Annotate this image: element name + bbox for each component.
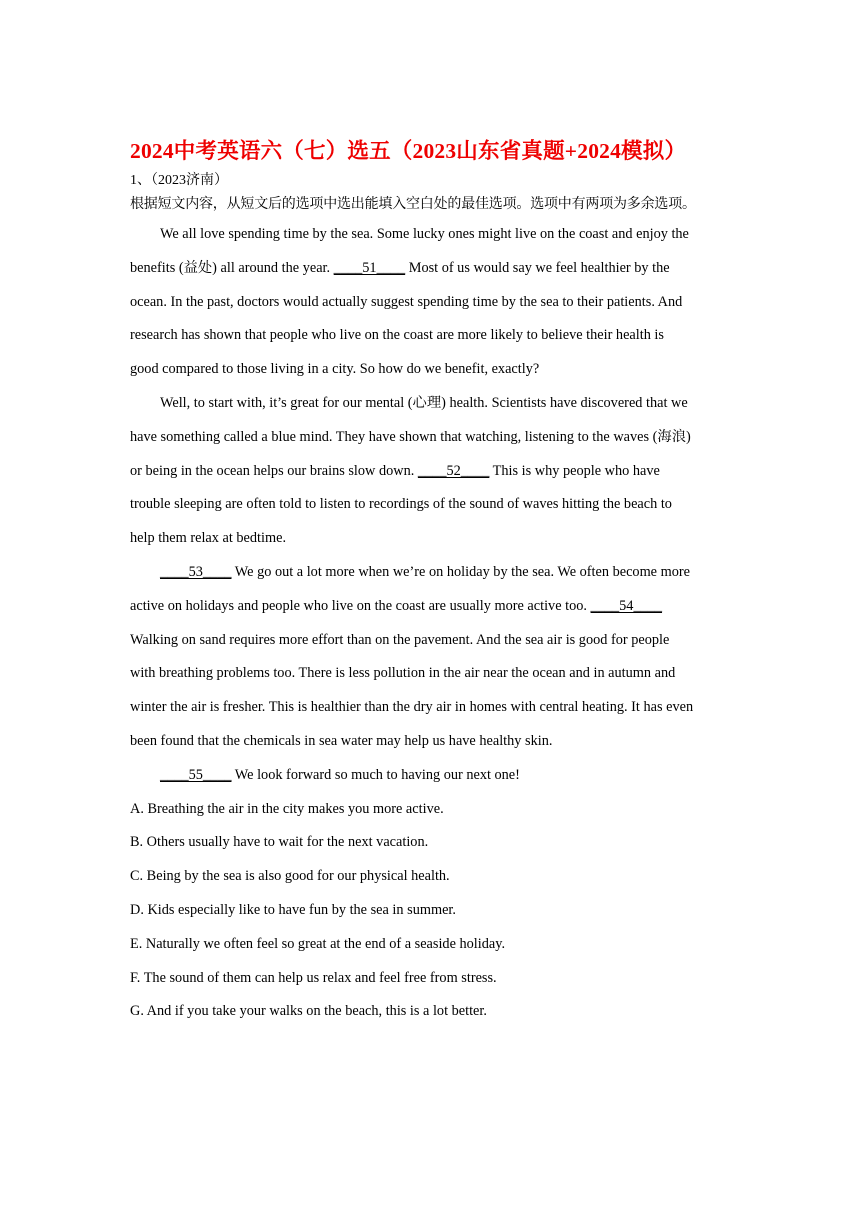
passage-text: Most of us would say we feel healthier by the bbox=[405, 259, 670, 276]
answer-blank-51: ____51____ bbox=[333, 259, 406, 276]
question-instruction: 根据短文内容，从短文后的选项中选出能填入空白处的最佳选项。选项中有两项为多余选项。 bbox=[130, 197, 696, 212]
passage-line: help them relax at bedtime. bbox=[130, 530, 287, 547]
passage-text: This is why people who have bbox=[489, 462, 660, 479]
passage-line: trouble sleeping are often told to listen to recordings of the sound of waves hitting the beach to bbox=[130, 496, 672, 513]
passage-text: benefits (益处) all around the year. bbox=[130, 259, 334, 276]
option-d: D. Kids especially like to have fun by the sea in summer. bbox=[130, 901, 456, 918]
passage-line: Walking on sand requires more effort than on the pavement. And the sea air is good for people bbox=[130, 631, 670, 648]
passage-line bbox=[130, 590, 732, 624]
passage-paragraph-1 bbox=[130, 218, 732, 387]
passage-line: with breathing problems too. There is less pollution in the air near the ocean and in autumn and bbox=[130, 665, 676, 682]
passage-line: Well, to start with, it’s great for our mental (心理) health. Scientists have discovered that we bbox=[160, 394, 688, 411]
passage-text: We go out a lot more when we’re on holiday by the sea. We often become more bbox=[231, 563, 690, 580]
passage-line: have something called a blue mind. They have shown that watching, listening to the waves (海浪) bbox=[130, 428, 691, 445]
passage-line bbox=[130, 455, 732, 489]
passage-line: good compared to those living in a city. So how do we benefit, exactly? bbox=[130, 361, 540, 378]
passage-text: We look forward so much to having our next one! bbox=[231, 766, 520, 783]
answer-blank-52: ____52____ bbox=[417, 462, 490, 479]
answer-options bbox=[130, 793, 732, 1030]
passage-line: We all love spending time by the sea. Some lucky ones might live on the coast and enjoy the bbox=[160, 226, 689, 242]
answer-blank-55: ____55____ bbox=[160, 766, 232, 783]
document-body bbox=[130, 134, 732, 1029]
question-number: 1、（2023济南） bbox=[130, 173, 228, 188]
passage-paragraph-4 bbox=[130, 759, 732, 793]
passage-line: been found that the chemicals in sea water may help us have healthy skin. bbox=[130, 732, 553, 749]
option-b: B. Others usually have to wait for the next vacation. bbox=[130, 834, 429, 851]
answer-blank-53: ____53____ bbox=[160, 563, 232, 580]
passage-line: research has shown that people who live on the coast are more likely to believe their health is bbox=[130, 327, 664, 344]
passage-paragraph-2 bbox=[130, 387, 732, 556]
passage-line: winter the air is fresher. This is healthier than the dry air in homes with central heating. It has even bbox=[130, 699, 694, 716]
passage-line: ocean. In the past, doctors would actually suggest spending time by the sea to their patients. And bbox=[130, 293, 683, 310]
passage-text: or being in the ocean helps our brains slow down. bbox=[130, 462, 418, 479]
passage-line bbox=[130, 556, 732, 590]
option-c: C. Being by the sea is also good for our physical health. bbox=[130, 868, 450, 885]
document-title: 2024中考英语六（七）选五（2023山东省真题+2024模拟） bbox=[130, 139, 687, 163]
option-a: A. Breathing the air in the city makes you more active. bbox=[130, 800, 444, 817]
option-e: E. Naturally we often feel so great at the end of a seaside holiday. bbox=[130, 935, 506, 952]
passage-paragraph-3 bbox=[130, 556, 732, 759]
option-g: G. And if you take your walks on the beach, this is a lot better. bbox=[130, 1003, 487, 1020]
passage-text: active on holidays and people who live on the coast are usually more active too. bbox=[130, 597, 591, 614]
option-f: F. The sound of them can help us relax and feel free from stress. bbox=[130, 969, 497, 986]
passage-line bbox=[130, 252, 732, 286]
passage-line bbox=[130, 759, 732, 793]
answer-blank-54: ____54____ bbox=[590, 597, 663, 614]
